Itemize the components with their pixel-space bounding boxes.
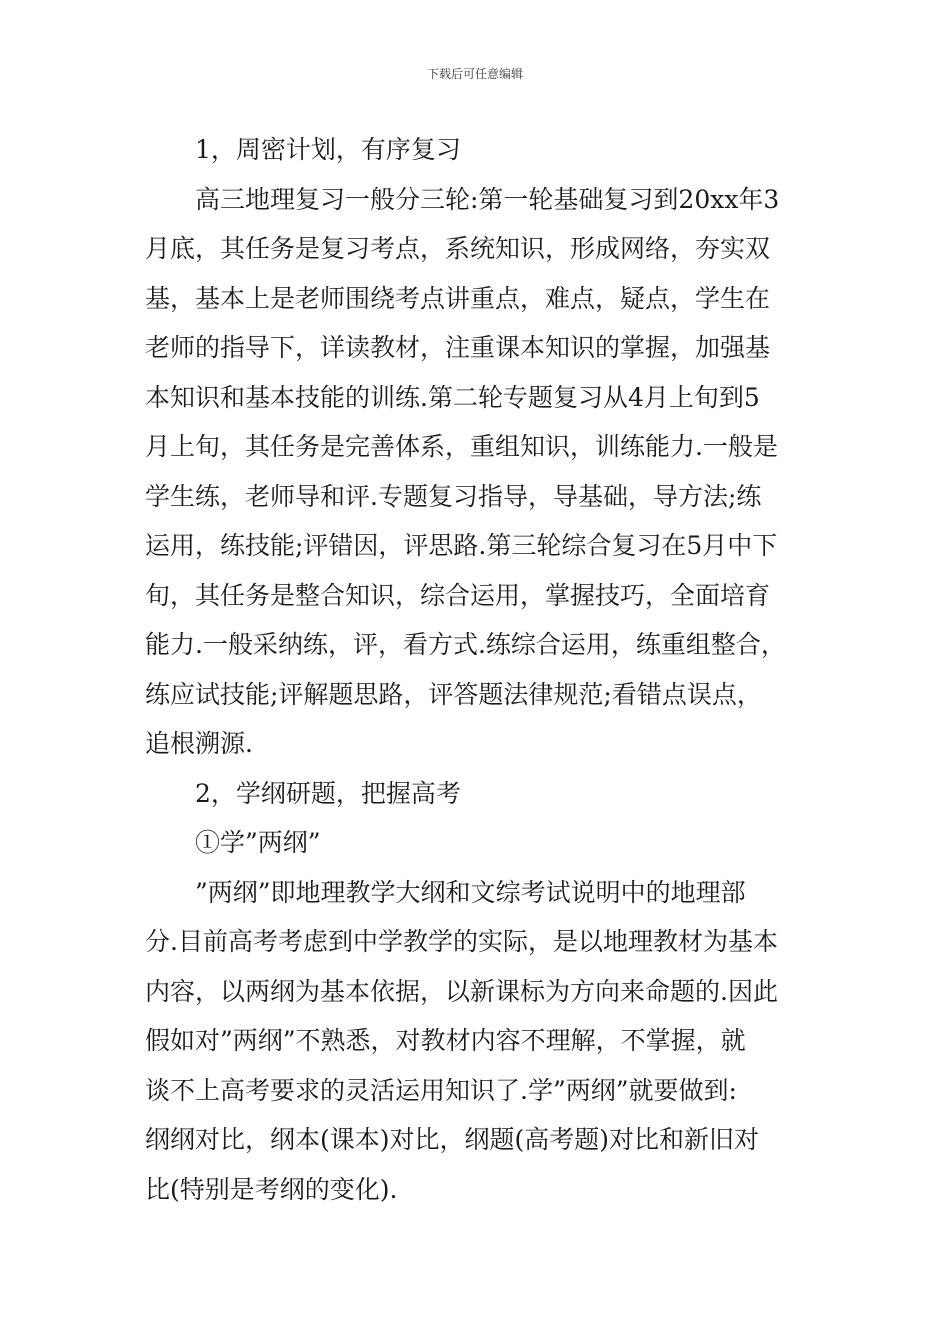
section-heading-1: 1，周密计划，有序复习 (195, 135, 461, 164)
paragraph-line: 追根溯源. (145, 729, 253, 758)
header-note: 下载后可任意编辑 (426, 67, 523, 81)
paragraph-line: 内容，以两纲为基本依据，以新课标为方向来命题的.因此 (145, 976, 778, 1006)
paragraph-line: 基，基本上是老师围绕考点讲重点，难点，疑点，学生在 (145, 283, 771, 313)
paragraph-line: 本知识和基本技能的训练.第二轮专题复习从4月上旬到5 (145, 382, 760, 412)
paragraph-line: 高三地理复习一般分三轮:第一轮基础复习到20xx年3 (195, 184, 780, 214)
paragraph-line: 运用，练技能;评错因，评思路.第三轮综合复习在5月中下 (145, 531, 778, 560)
document-body (145, 125, 825, 1214)
paragraph-line: 旬，其任务是整合知识，综合运用，掌握技巧，全面培育 (145, 580, 771, 610)
paragraph-line: 假如对”两纲”不熟悉，对教材内容不理解，不掌握，就 (145, 1026, 746, 1055)
section-heading-2: 2，学纲研题，把握高考 (195, 778, 461, 808)
paragraph-line: 谈不上高考要求的灵活运用知识了.学”两纲”就要做到: (145, 1075, 737, 1105)
paragraph-line: 月底，其任务是复习考点，系统知识，形成网络，夯实双 (145, 234, 771, 263)
paragraph-line: 练应试技能;评解题思路，评答题法律规范;看错点误点， (145, 679, 762, 709)
subsection-heading: ①学”两纲” (195, 828, 321, 857)
paragraph-line: 纲纲对比，纲本(课本)对比，纲题(高考题)对比和新旧对 (145, 1125, 760, 1154)
paragraph-line: 老师的指导下，详读教材，注重课本知识的掌握，加强基 (145, 333, 771, 362)
paragraph-line: 能力.一般采纳练，评，看方式.练综合运用，练重组整合， (145, 630, 786, 659)
paragraph-line: 学生练，老师导和评.专题复习指导，导基础，导方法;练 (145, 481, 762, 511)
paragraph-line: 月上旬，其任务是完善体系，重组知识，训练能力.一般是 (145, 432, 778, 461)
paragraph-line: ”两纲”即地理教学大纲和文综考试说明中的地理部 (195, 877, 746, 907)
paragraph-line: 比(特别是考纲的变化). (145, 1174, 398, 1204)
paragraph-line: 分.目前高考考虑到中学教学的实际，是以地理教材为基本 (145, 927, 778, 956)
